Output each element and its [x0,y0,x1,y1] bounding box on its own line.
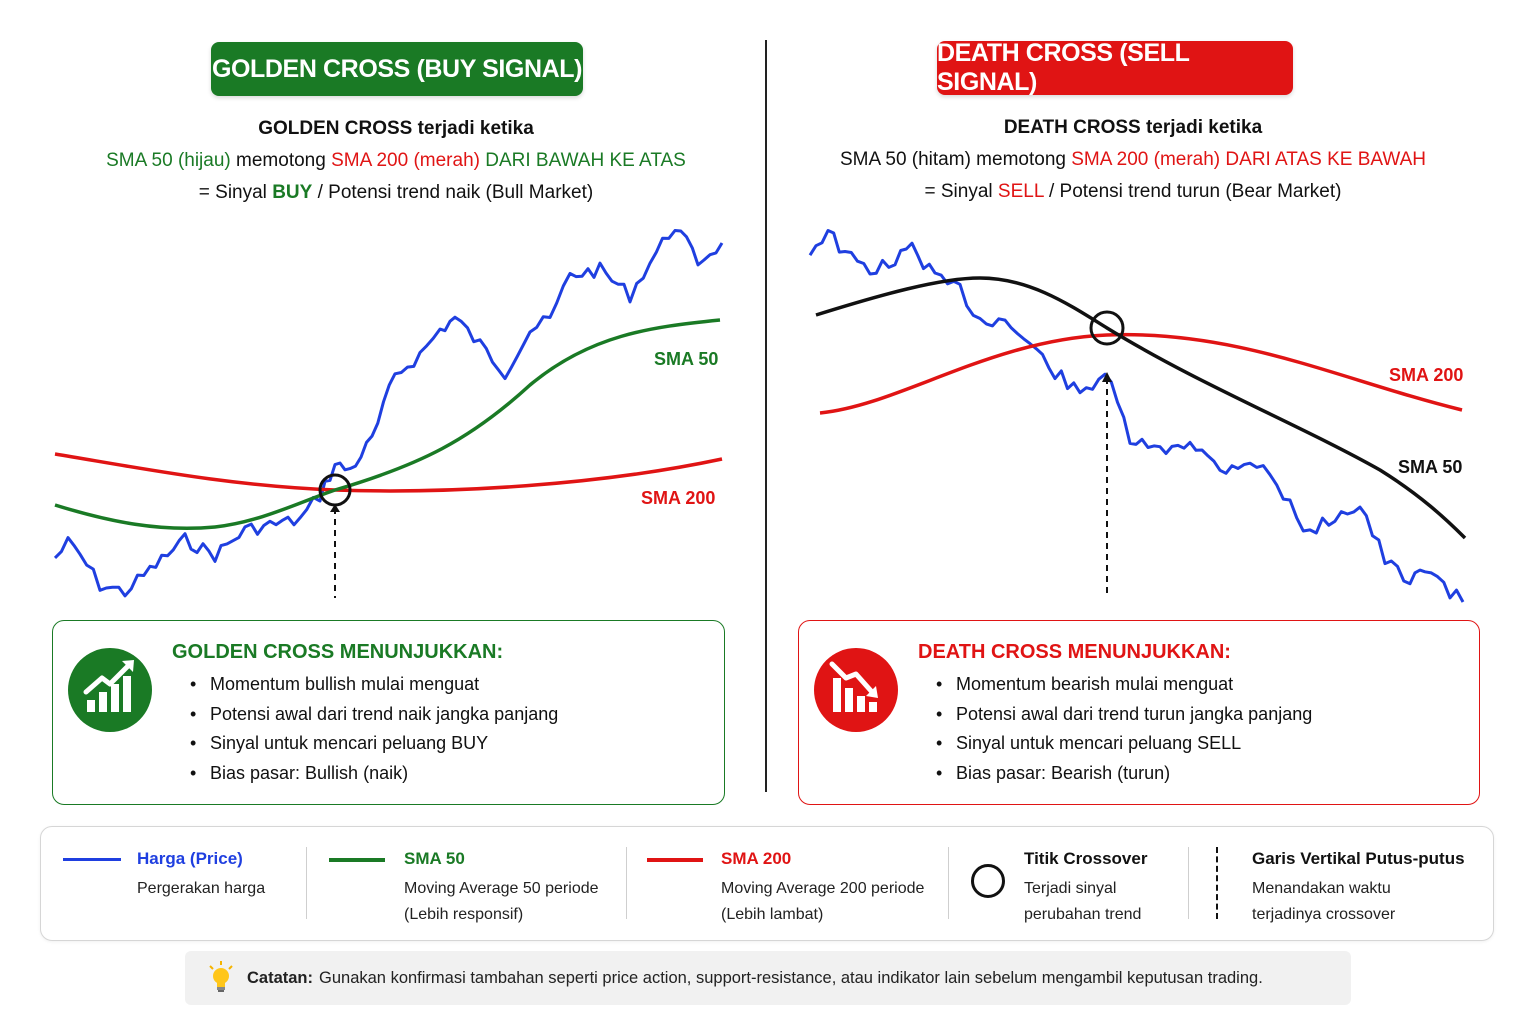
death-desc-sma50: SMA 50 (hitam) [839,149,971,170]
legend-dashed-desc2: terjadinya crossover [1252,906,1396,923]
golden-cross-banner: GOLDEN CROSS (BUY SIGNAL) [211,42,583,96]
death-desc-cross-word: memotong [970,149,1072,170]
note-text: Gunakan konfirmasi tambahan seperti price action, support-resistance, atau indikator lain sebelum mengambil keputusan trading. [319,968,1263,987]
death-sma200-label: SMA 200 [1389,365,1464,385]
golden-desc-sma50: SMA 50 (hijau) [106,150,231,171]
list-item: • Sinyal untuk mencari peluang SELL [936,729,1312,759]
list-item: • Bias pasar: Bearish (turun) [936,759,1312,789]
blue-line-icon [63,858,121,861]
legend-item-sma50 [307,827,625,940]
list-item: • Bias pasar: Bullish (naik) [190,759,558,789]
legend-sma200-desc [721,876,924,928]
death-desc-trend: / Potensi trend turun (Bear Market) [1043,181,1342,202]
legend-crossover-desc1: Terjadi sinyal [1024,880,1117,897]
golden-desc-direction: DARI BAWAH KE ATAS [479,150,686,171]
legend-sma50-desc2: (Lebih responsif) [404,906,524,923]
legend-crossover-title: Titik Crossover [1024,849,1148,868]
legend-sma200-desc1: Moving Average 200 periode [721,880,925,897]
death-cross-chart [767,0,1536,620]
list-item: • Sinyal untuk mencari peluang BUY [190,729,558,759]
death-desc-signal-prefix: = Sinyal [924,181,998,202]
golden-desc-cross-word: memotong [230,150,332,171]
legend-sma50-desc1: Moving Average 50 periode [404,880,599,897]
list-item: • Potensi awal dari trend naik jangka panjang [190,700,558,730]
legend-price-desc [137,876,265,902]
bar-chart-up-arrow-icon [68,648,152,732]
death-desc-sell: SELL [997,181,1044,202]
green-line-icon [329,858,385,862]
legend-crossover-desc [1024,876,1141,928]
golden-desc-line1: GOLDEN CROSS terjadi ketika [258,118,534,139]
death-desc-direction: DARI ATAS KE BAWAH [1220,149,1427,170]
legend-dashed-desc1: Menandakan waktu [1252,880,1391,897]
note-bar [185,951,1351,1005]
golden-card-list [190,670,558,788]
golden-sma50-label: SMA 50 [654,349,719,369]
legend-sma200-desc2: (Lebih lambat) [721,906,824,923]
death-card-list [936,670,1312,788]
legend-dashed-desc [1252,876,1395,928]
death-cross-banner: DEATH CROSS (SELL SIGNAL) [937,41,1293,95]
death-card-title: DEATH CROSS MENUNJUKKAN: [918,641,1231,663]
red-line-icon [647,858,703,862]
death-desc-line1: DEATH CROSS terjadi ketika [1003,117,1263,138]
golden-desc-sma200: SMA 200 (merah) [331,150,480,171]
legend-panel [40,826,1494,941]
golden-desc-signal-prefix: = Sinyal [198,182,273,203]
legend-sma50-title: SMA 50 [404,849,465,868]
golden-price-line [55,231,722,596]
golden-summary-card [52,620,725,805]
golden-desc-trend: / Potensi trend naik (Bull Market) [312,182,594,203]
golden-sma50-line [55,320,720,528]
legend-sma200-title: SMA 200 [721,849,792,868]
list-item: • Momentum bullish mulai menguat [190,670,558,700]
legend-price-title: Harga (Price) [137,849,243,868]
legend-crossover-desc2: perubahan trend [1024,906,1142,923]
golden-sma200-label: SMA 200 [641,488,716,508]
legend-dashed-title: Garis Vertikal Putus-putus [1252,849,1465,868]
bar-chart-down-arrow-icon [814,648,898,732]
list-item: • Potensi awal dari trend turun jangka panjang [936,700,1312,730]
legend-item-crossover [949,827,1187,940]
legend-price-desc1: Pergerakan harga [137,880,266,897]
legend-item-price [41,827,306,940]
list-item: • Momentum bearish mulai menguat [936,670,1312,700]
circle-icon [971,864,1005,898]
death-price-line [810,231,1463,603]
legend-sma50-desc [404,876,599,928]
death-summary-card [798,620,1480,805]
death-desc-sma200: SMA 200 (merah) [1071,149,1221,170]
death-sma50-label: SMA 50 [1398,457,1463,477]
death-sma50-line [816,278,1465,538]
dashed-vertical-line-icon [1216,847,1218,919]
note-label: Catatan: [247,968,314,987]
legend-item-dashed-line [1189,827,1489,940]
lightbulb-icon [209,961,233,995]
golden-desc-buy: BUY [272,182,313,203]
golden-cross-chart [0,0,765,620]
golden-card-title: GOLDEN CROSS MENUNJUKKAN: [172,641,504,663]
legend-item-sma200 [627,827,947,940]
